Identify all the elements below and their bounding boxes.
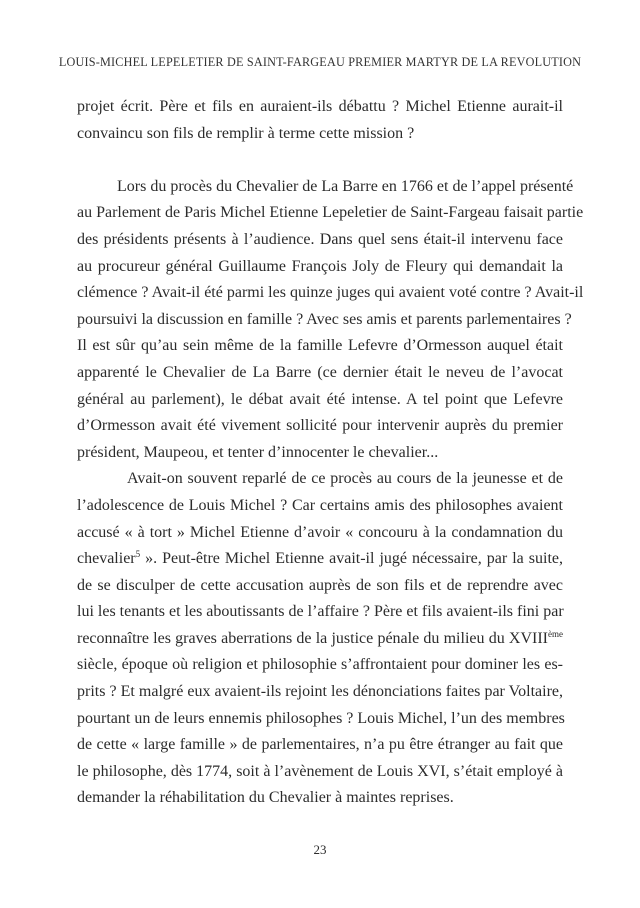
text-line: prits ? Et malgré eux avaient-ils rejoint les dénonciations faites par Voltaire, (77, 683, 563, 701)
text-line: au procureur général Guillaume François Joly de Fleury qui demandait la (77, 257, 563, 275)
text-line: l’adolescence de Louis Michel ? Car certains amis des philosophes avaient (77, 496, 563, 514)
running-head: LOUIS-MICHEL LEPELETIER DE SAINT-FARGEAU PREMIER MARTYR DE LA REVOLUTION (58, 55, 582, 69)
text-segment: chevalier (77, 550, 136, 568)
text-segment: reconnaître les graves aberrations de la justice pénale du milieu du XVIII (77, 629, 548, 647)
text-line: pourtant un de leurs ennemis philosophes ? Louis Michel, l’un des membres (77, 709, 565, 727)
century-superscript: ème (548, 628, 563, 639)
text-line: au Parlement de Paris Michel Etienne Lepeletier de Saint-Fargeau faisait partie (77, 204, 584, 222)
text-line: général au parlement), le débat avait été intense. A tel point que Lefevre (77, 390, 563, 408)
text-line: demander la réhabilitation du Chevalier à maintes reprises. (77, 789, 454, 807)
text-segment: ». Peut-être Michel Etienne avait-il jugé nécessaire, par la suite, (140, 550, 563, 568)
text-line (77, 626, 563, 653)
text-line: président, Maupeou, et tenter d’innocenter le chevalier... (77, 443, 439, 461)
text-line: de cette « large famille » de parlementaires, n’a pu être étranger au fait que (77, 736, 563, 754)
text-line: clémence ? Avait-il été parmi les quinze juges qui avaient voté contre ? Avait-il (77, 284, 584, 302)
text-line: poursuivi la discussion en famille ? Avec ses amis et parents parlementaires ? (77, 310, 572, 328)
text-line: d’Ormesson avait été vivement sollicité pour intervenir auprès du premier (77, 417, 563, 435)
text-line: apparenté le Chevalier de La Barre (ce dernier était le neveu de l’avocat (77, 363, 563, 381)
text-line: Il est sûr qu’au sein même de la famille Lefevre d’Ormesson auquel était (77, 337, 563, 355)
text-line: projet écrit. Père et fils en auraient-ils débattu ? Michel Etienne aurait-il (77, 98, 563, 115)
text-line: siècle, époque où religion et philosophie s’affrontaient pour dominer les es- (77, 656, 563, 674)
text-line: accusé « à tort » Michel Etienne d’avoir « concouru à la condamnation du (77, 523, 563, 541)
text-line: de se disculper de cette accusation auprès de son fils et de reprendre avec (77, 576, 563, 594)
text-line: lui les tenants et les aboutissants de l’affaire ? Père et fils avaient-ils fini par (77, 603, 564, 621)
text-line: convaincu son fils de remplir à terme cette mission ? (77, 124, 415, 142)
footnote-marker: 5 (135, 549, 141, 560)
text-line: le philosophe, dès 1774, soit à l’avènement de Louis XVI, s’était employé à (77, 762, 563, 780)
paragraph-gap (77, 147, 563, 174)
text-line: Avait-on souvent reparlé de ce procès au cours de la jeunesse et de (127, 470, 563, 488)
text-line: des présidents présents à l’audience. Dans quel sens était-il intervenu face (77, 230, 563, 248)
text-line: Lors du procès du Chevalier de La Barre en 1766 et de l’appel présenté (117, 177, 574, 195)
page-number: 23 (313, 842, 327, 857)
body-text (77, 94, 584, 812)
text-line (77, 546, 563, 573)
